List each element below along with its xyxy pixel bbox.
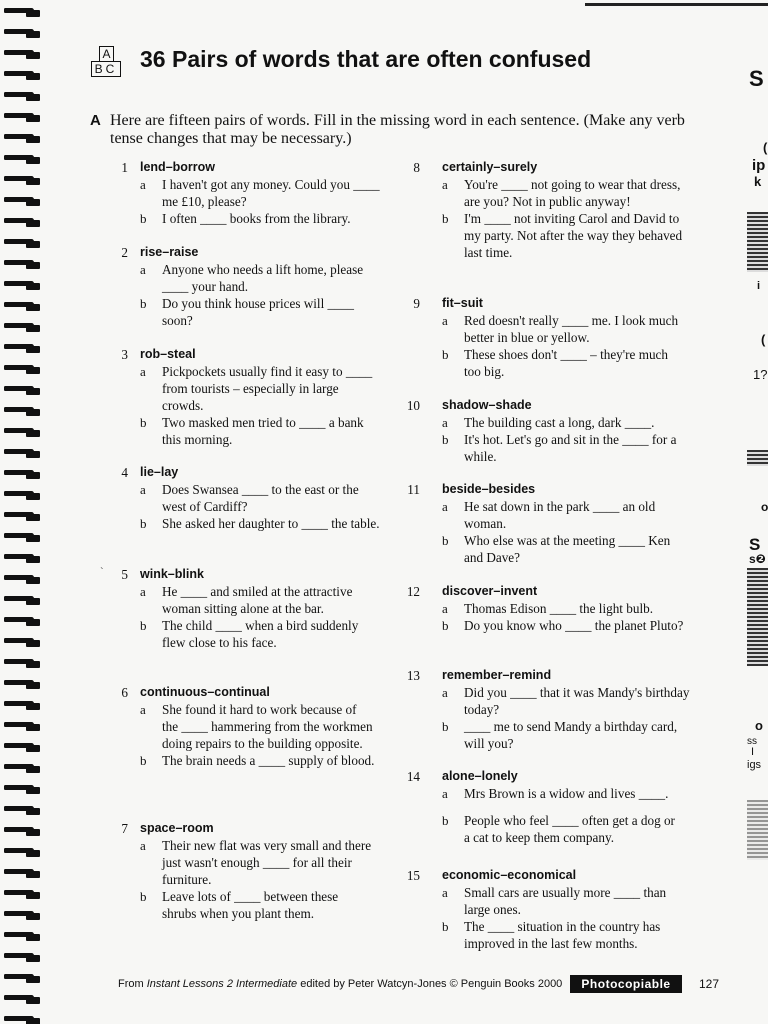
sentence-letter: b [140,753,147,768]
exercise-item [413,295,682,380]
sentence [140,617,370,651]
sentence-text: These shoes don't ____ – they're much too big. [464,347,668,379]
binding-ring [4,701,40,710]
binding-ring [4,491,40,500]
item-number: 3 [121,347,128,362]
word-pair: alone–lonely [442,769,518,783]
sentence-letter: b [140,889,147,904]
sentence [140,515,380,532]
binding-ring [4,281,40,290]
binding-ring [4,8,40,17]
sentence-text: I haven't got any money. Could you ____ me £10, please? [162,177,380,209]
sentence-letter: a [442,499,448,514]
word-pair: lend–borrow [140,160,216,174]
word-pair: rob–steal [140,347,196,361]
sentence [140,295,375,329]
sentence-text: I often ____ books from the library. [162,211,351,226]
sentence-text: The building cast a long, dark ____. [464,415,655,430]
binding-ring [4,659,40,668]
edge-image [747,212,768,272]
sentence-text: It's hot. Let's go and sit in the ____ for a while. [464,432,677,464]
edge-fragment: S [749,535,761,554]
sentence-letter: b [140,415,147,430]
sentence-letter: b [140,211,147,226]
binding-ring [4,71,40,80]
word-pair: wink–blink [140,567,204,581]
sentence-letter: a [442,313,448,328]
section-letter: A [90,112,101,129]
sentence [442,414,692,431]
word-pair: beside–besides [442,482,536,496]
sentence [140,888,375,922]
binding-ring [4,113,40,122]
page-title: 36 Pairs of words that are often confused [140,46,592,72]
sentence [140,176,390,210]
word-pair: fit–suit [442,296,483,310]
word-pair: economic–economical [442,868,577,882]
exercise-item [121,346,380,448]
exercise-item [406,768,682,846]
edge-image [747,450,768,466]
sentence-text: People who feel ____ often get a dog or a cat to keep them company. [464,813,675,845]
sentence [442,918,672,952]
binding-ring [4,617,40,626]
spiral-binding [0,0,48,1024]
sentence [140,481,380,515]
item-number: 15 [406,868,420,883]
binding-ring [4,365,40,374]
item-number: 12 [406,584,420,599]
edge-fragment: o [755,718,763,733]
sentence-text: Small cars are usually more ____ than large ones. [464,885,667,917]
sentence-letter: b [442,211,449,226]
credit-book-title: Instant Lessons 2 Intermediate [146,978,298,990]
binding-ring [4,239,40,248]
binding-ring [4,470,40,479]
edge-fragment: ip [752,157,766,174]
source-credit [118,978,562,990]
item-number: 11 [407,482,420,497]
binding-ring [4,386,40,395]
sentence-text: You're ____ not going to wear that dress, are you? Not in public anyway! [464,177,681,209]
binding-ring [4,764,40,773]
binding-ring [4,575,40,584]
sentence-text: Two masked men tried to ____ a bank this morning. [162,415,364,447]
sentence [140,752,375,769]
binding-ring [4,344,40,353]
binding-ring [4,533,40,542]
sentence [442,312,682,346]
binding-ring [4,512,40,521]
edge-fragment: s❷ [749,552,766,566]
exercise-item [406,583,692,634]
sentence-text: He sat down in the park ____ an old woman. [464,499,656,531]
binding-ring [4,848,40,857]
edge-image [747,800,768,860]
sentence-text: Do you think house prices will ____ soon? [162,296,354,328]
sentence-letter: a [442,415,448,430]
sentence [442,210,692,261]
sentence [442,718,692,752]
binding-ring [4,302,40,311]
sentence-text: The ____ situation in the country has improved in the last few months. [464,919,661,951]
edge-image [747,568,768,666]
binding-ring [4,449,40,458]
item-number: 14 [406,769,420,784]
sentence [442,785,682,802]
sentence-letter: a [442,786,448,801]
binding-ring [4,218,40,227]
sentence-letter: b [140,296,147,311]
edge-fragment: ss [747,736,757,747]
adjacent-page-edge [735,0,768,1024]
abc-a: A [99,46,114,62]
sentence-letter: a [442,885,448,900]
sentence-text: Does Swansea ____ to the east or the west of Cardiff? [162,482,359,514]
sentence-letter: a [140,702,146,717]
page-number: 127 [699,977,720,991]
sentence-text: The child ____ when a bird suddenly flew close to his face. [162,618,359,650]
sentence-letter: b [442,919,449,934]
item-number: 6 [121,685,128,700]
sentence [140,837,375,888]
item-number: 4 [121,465,128,480]
sentence-letter: a [140,838,146,853]
abc-bc: BC [91,61,121,77]
binding-ring [4,638,40,647]
sentence-text: She asked her daughter to ____ the table. [162,516,380,531]
sentence [140,363,380,414]
sentence [140,210,390,227]
section-instructions: Here are fifteen pairs of words. Fill in the missing word in each sentence. (Make any verb tense changes that may be necessary.) [110,112,685,147]
binding-ring [4,890,40,899]
binding-ring [4,785,40,794]
binding-ring [4,806,40,815]
sentence-letter: a [442,685,448,700]
exercise-item [121,684,375,769]
binding-ring [4,50,40,59]
sentence-letter: a [140,364,146,379]
binding-ring [4,680,40,689]
edge-fragment: 1? [753,367,768,382]
sentence-letter: b [442,347,449,362]
word-pair: lie–lay [140,465,179,479]
word-pair: shadow–shade [442,398,532,412]
edge-fragment: o [761,500,768,514]
sentence-text: Red doesn't really ____ me. I look much better in blue or yellow. [464,313,679,345]
sentence-letter: a [140,177,146,192]
sentence [442,617,692,634]
sentence-letter: b [140,516,147,531]
sentence-letter: b [442,719,449,734]
binding-ring [4,29,40,38]
binding-ring [4,155,40,164]
sentence-letter: a [140,482,146,497]
sentence [442,498,682,532]
sentence-text: Did you ____ that it was Mandy's birthday today? [464,685,690,717]
sentence [140,701,375,752]
edge-fragment: igs [747,759,762,771]
sentence [442,600,692,617]
exercise-item [121,820,375,922]
word-pair: space–room [140,821,214,835]
item-number: 13 [406,668,420,683]
sentence [442,346,682,380]
exercise-item [121,464,380,532]
sentence-letter: a [140,584,146,599]
sentence-text: Pickpockets usually find it easy to ____ from tourists – especially in large crowds. [162,364,373,413]
word-pair: certainly–surely [442,160,538,174]
item-number: 1 [121,160,128,175]
item-number: 9 [413,296,420,311]
binding-ring [4,197,40,206]
binding-ring [4,407,40,416]
binding-ring [4,869,40,878]
edge-fragment: I [751,746,755,758]
sentence-text: I'm ____ not inviting Carol and David to my party. Not after the way they behaved last time. [464,211,683,260]
binding-ring [4,260,40,269]
word-pair: continuous–continual [140,685,270,699]
exercise-item [121,566,370,651]
edge-fragment: i [757,280,761,292]
sentence-letter: b [140,618,147,633]
binding-ring [4,911,40,920]
sentence-letter: b [442,813,449,828]
binding-ring [4,743,40,752]
word-pair: rise–raise [140,245,199,259]
sentence-letter: b [442,432,449,447]
exercise-item [121,159,390,227]
item-number: 2 [121,245,128,260]
sentence [140,583,370,617]
sentence-letter: a [442,177,448,192]
word-pair: remember–remind [442,668,552,682]
sentence-text: Mrs Brown is a widow and lives ____. [464,786,669,801]
edge-fragment: ( [763,140,768,155]
item-number: 7 [121,821,128,836]
sentence [140,414,380,448]
binding-ring [4,953,40,962]
exercise-item [407,481,682,566]
exercise-item [406,867,672,952]
item-number: 5 [121,567,128,582]
binding-ring [4,134,40,143]
exercise-item [406,667,692,752]
exercise-item [406,397,692,465]
binding-ring [4,176,40,185]
sentence-text: The brain needs a ____ supply of blood. [162,753,375,768]
binding-ring [4,596,40,605]
sentence [442,884,672,918]
binding-ring [4,92,40,101]
sentence [442,532,682,566]
binding-ring [4,827,40,836]
credit-suffix: edited by Peter Watcyn-Jones © Penguin Books 2000 [297,978,563,990]
sentence-text: Their new flat was very small and there just wasn't enough ____ for all their furniture. [162,838,372,887]
sentence-letter: a [140,262,146,277]
sentence-text: Anyone who needs a lift home, please ____ your hand. [162,262,364,294]
sentence-text: Thomas Edison ____ the light bulb. [464,601,654,616]
binding-ring [4,1016,40,1024]
sentence-text: ____ me to send Mandy a birthday card, will you? [464,719,678,751]
binding-ring [4,722,40,731]
sentence [442,684,692,718]
sentence-text: He ____ and smiled at the attractive woman sitting alone at the bar. [162,584,353,616]
binding-ring [4,428,40,437]
binding-ring [4,554,40,563]
binding-ring [4,323,40,332]
sentence-letter: a [442,601,448,616]
item-number: 10 [406,398,420,413]
binding-ring [4,995,40,1004]
sentence-text: Leave lots of ____ between these shrubs when you plant them. [162,889,339,921]
sentence [140,261,375,295]
sentence-letter: b [442,533,449,548]
word-pair: discover–invent [442,584,538,598]
pencil-mark: ˋ [100,566,104,578]
binding-ring [4,932,40,941]
sentence [442,812,682,846]
edge-fragment: ( [761,332,766,347]
sentence-text: She found it hard to work because of the ____ hammering from the workmen doing repairs to the building opposite. [162,702,373,751]
sentence [442,176,692,210]
edge-fragment: k [754,174,762,189]
sentence-text: Who else was at the meeting ____ Ken and Dave? [464,533,671,565]
sentence [442,431,692,465]
sentence-letter: b [442,618,449,633]
sentence-text: Do you know who ____ the planet Pluto? [464,618,684,633]
exercise-item [121,244,375,329]
edge-fragment: S [749,66,764,91]
exercise-item [413,159,692,261]
abc-level-icon [91,46,123,78]
item-number: 8 [413,160,420,175]
binding-ring [4,974,40,983]
credit-prefix: From [118,978,147,990]
photocopiable-badge: Photocopiable [570,975,682,993]
